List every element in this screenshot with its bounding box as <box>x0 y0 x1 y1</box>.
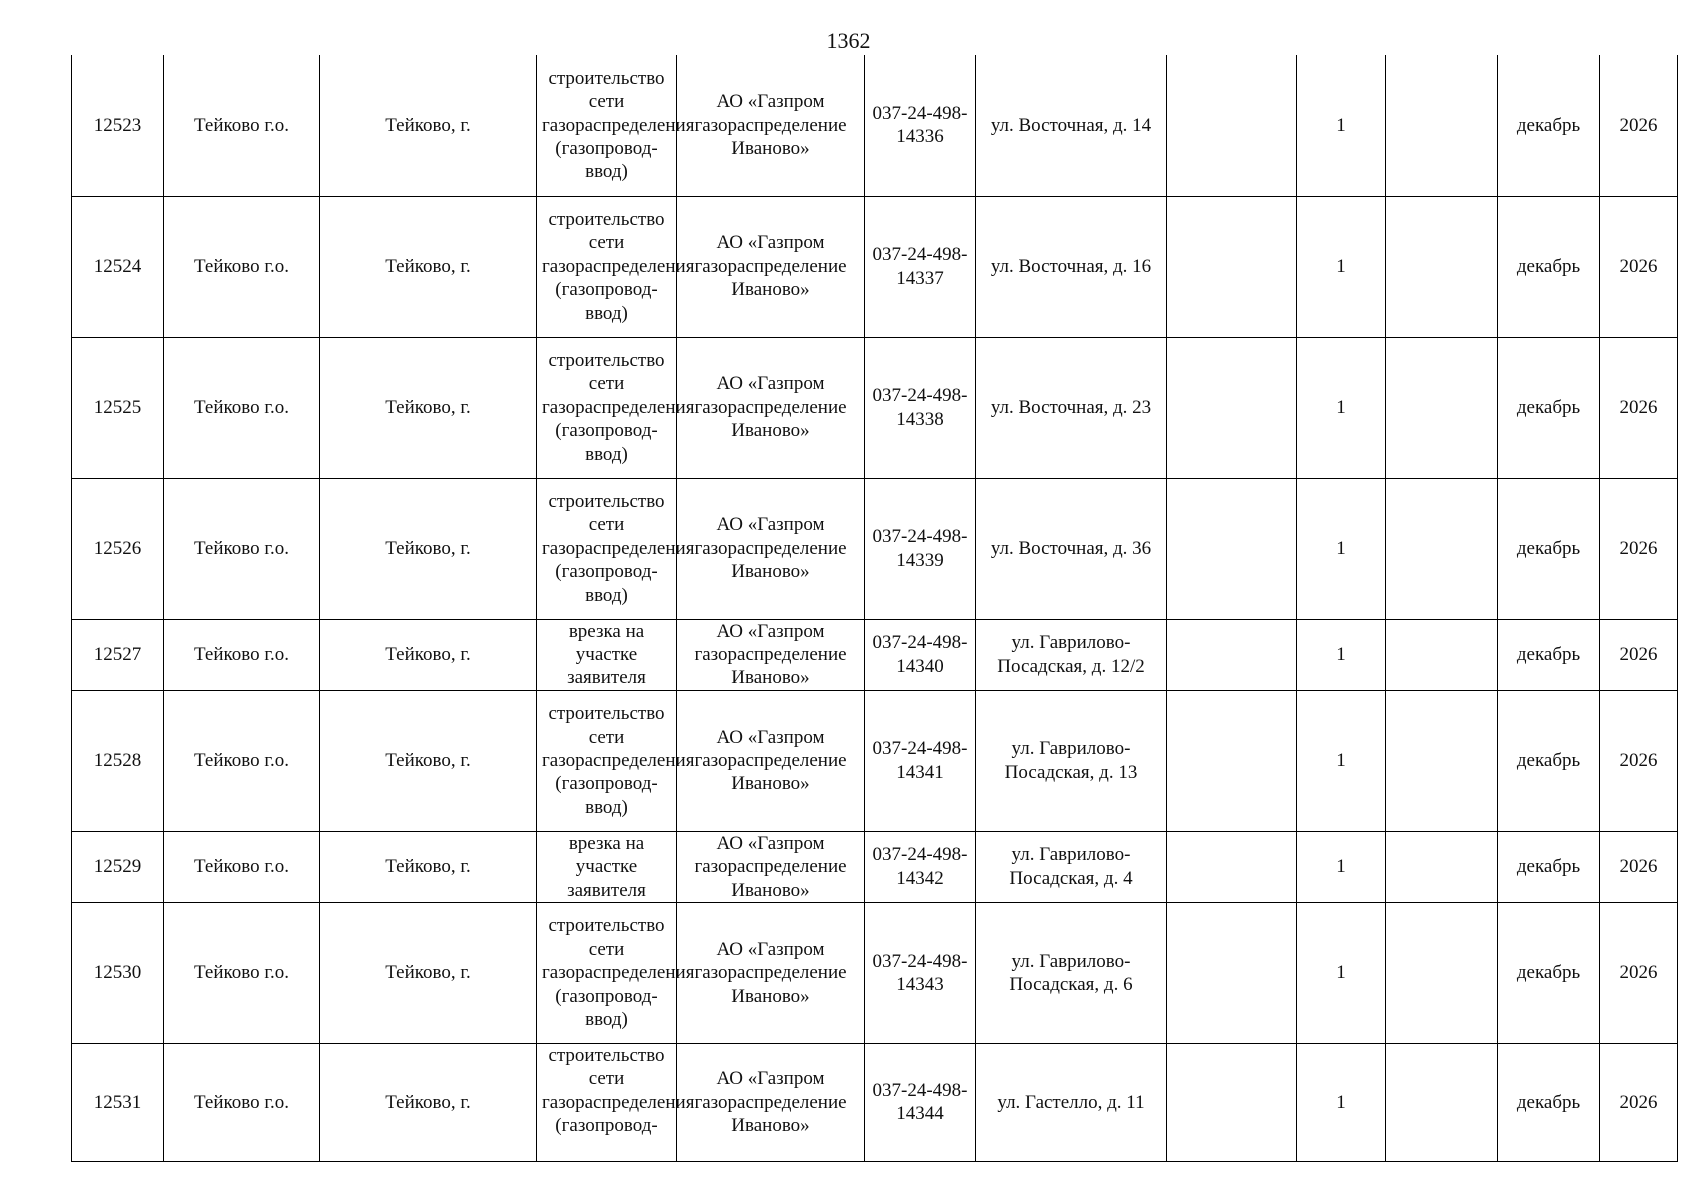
district-cell: Тейково г.о. <box>164 478 320 619</box>
work-type-cell: врезка на участке заявителя <box>537 619 677 690</box>
month-cell: декабрь <box>1498 337 1600 478</box>
locality-cell: Тейково, г. <box>320 619 537 690</box>
organization-cell: АО «Газпром газораспределение Иваново» <box>677 831 865 902</box>
code-cell: 037-24-498-14343 <box>865 902 976 1043</box>
empty-cell <box>1386 690 1498 831</box>
address-cell: ул. Гастелло, д. 11 <box>976 1043 1167 1161</box>
work-type-cell: строительство сети газораспределения (газопровод-ввод) <box>537 55 677 196</box>
table-row <box>72 478 1678 619</box>
address-cell: ул. Восточная, д. 23 <box>976 337 1167 478</box>
district-cell: Тейково г.о. <box>164 1043 320 1161</box>
table-row <box>72 337 1678 478</box>
year-cell: 2026 <box>1600 690 1678 831</box>
quantity-cell: 1 <box>1297 831 1386 902</box>
empty-cell <box>1167 831 1297 902</box>
month-cell: декабрь <box>1498 619 1600 690</box>
empty-cell <box>1386 831 1498 902</box>
work-type-cell: строительство сети газораспределения (газопровод-ввод) <box>537 337 677 478</box>
address-cell: ул. Гаврилово-Посадская, д. 12/2 <box>976 619 1167 690</box>
year-cell: 2026 <box>1600 478 1678 619</box>
address-cell: ул. Гаврилово-Посадская, д. 4 <box>976 831 1167 902</box>
address-cell: ул. Гаврилово-Посадская, д. 13 <box>976 690 1167 831</box>
empty-cell <box>1386 619 1498 690</box>
year-cell: 2026 <box>1600 831 1678 902</box>
row-number: 12530 <box>72 902 164 1043</box>
registry-table <box>71 55 1678 1162</box>
address-cell: ул. Восточная, д. 36 <box>976 478 1167 619</box>
empty-cell <box>1167 478 1297 619</box>
year-cell: 2026 <box>1600 196 1678 337</box>
locality-cell: Тейково, г. <box>320 1043 537 1161</box>
month-cell: декабрь <box>1498 478 1600 619</box>
organization-cell: АО «Газпром газораспределение Иваново» <box>677 55 865 196</box>
empty-cell <box>1167 196 1297 337</box>
month-cell: декабрь <box>1498 1043 1600 1161</box>
table-row <box>72 690 1678 831</box>
address-cell: ул. Гаврилово-Посадская, д. 6 <box>976 902 1167 1043</box>
organization-cell: АО «Газпром газораспределение Иваново» <box>677 902 865 1043</box>
row-number: 12528 <box>72 690 164 831</box>
organization-cell: АО «Газпром газораспределение Иваново» <box>677 196 865 337</box>
address-cell: ул. Восточная, д. 16 <box>976 196 1167 337</box>
month-cell: декабрь <box>1498 902 1600 1043</box>
locality-cell: Тейково, г. <box>320 55 537 196</box>
month-cell: декабрь <box>1498 196 1600 337</box>
year-cell: 2026 <box>1600 55 1678 196</box>
empty-cell <box>1167 902 1297 1043</box>
row-number: 12523 <box>72 55 164 196</box>
row-number: 12524 <box>72 196 164 337</box>
organization-cell: АО «Газпром газораспределение Иваново» <box>677 619 865 690</box>
code-cell: 037-24-498-14344 <box>865 1043 976 1161</box>
work-type-cell: строительство сети газораспределения (газопровод-ввод) <box>537 690 677 831</box>
table-row <box>72 196 1678 337</box>
district-cell: Тейково г.о. <box>164 902 320 1043</box>
district-cell: Тейково г.о. <box>164 196 320 337</box>
empty-cell <box>1167 619 1297 690</box>
year-cell: 2026 <box>1600 619 1678 690</box>
quantity-cell: 1 <box>1297 690 1386 831</box>
empty-cell <box>1167 690 1297 831</box>
code-cell: 037-24-498-14339 <box>865 478 976 619</box>
code-cell: 037-24-498-14341 <box>865 690 976 831</box>
empty-cell <box>1167 1043 1297 1161</box>
table-row <box>72 55 1678 196</box>
page-number: 1362 <box>826 28 871 53</box>
quantity-cell: 1 <box>1297 196 1386 337</box>
empty-cell <box>1386 1043 1498 1161</box>
code-cell: 037-24-498-14342 <box>865 831 976 902</box>
quantity-cell: 1 <box>1297 478 1386 619</box>
work-type-cell: строительство сети газораспределения (газопровод-ввод) <box>537 478 677 619</box>
code-cell: 037-24-498-14337 <box>865 196 976 337</box>
address-cell: ул. Восточная, д. 14 <box>976 55 1167 196</box>
locality-cell: Тейково, г. <box>320 337 537 478</box>
table-row <box>72 831 1678 902</box>
empty-cell <box>1386 478 1498 619</box>
organization-cell: АО «Газпром газораспределение Иваново» <box>677 337 865 478</box>
table-row <box>72 619 1678 690</box>
work-type-cell: строительство сети газораспределения (газопровод-ввод) <box>537 902 677 1043</box>
empty-cell <box>1386 55 1498 196</box>
row-number: 12531 <box>72 1043 164 1161</box>
locality-cell: Тейково, г. <box>320 902 537 1043</box>
district-cell: Тейково г.о. <box>164 690 320 831</box>
empty-cell <box>1386 337 1498 478</box>
year-cell: 2026 <box>1600 337 1678 478</box>
organization-cell: АО «Газпром газораспределение Иваново» <box>677 690 865 831</box>
year-cell: 2026 <box>1600 1043 1678 1161</box>
district-cell: Тейково г.о. <box>164 55 320 196</box>
quantity-cell: 1 <box>1297 337 1386 478</box>
quantity-cell: 1 <box>1297 619 1386 690</box>
quantity-cell: 1 <box>1297 902 1386 1043</box>
empty-cell <box>1167 55 1297 196</box>
work-type-cell: строительство сети газораспределения (газопровод- <box>537 1043 677 1161</box>
row-number: 12527 <box>72 619 164 690</box>
month-cell: декабрь <box>1498 690 1600 831</box>
row-number: 12526 <box>72 478 164 619</box>
code-cell: 037-24-498-14336 <box>865 55 976 196</box>
locality-cell: Тейково, г. <box>320 690 537 831</box>
code-cell: 037-24-498-14340 <box>865 619 976 690</box>
work-type-cell: врезка на участке заявителя <box>537 831 677 902</box>
district-cell: Тейково г.о. <box>164 619 320 690</box>
locality-cell: Тейково, г. <box>320 831 537 902</box>
empty-cell <box>1386 902 1498 1043</box>
empty-cell <box>1167 337 1297 478</box>
month-cell: декабрь <box>1498 831 1600 902</box>
quantity-cell: 1 <box>1297 55 1386 196</box>
district-cell: Тейково г.о. <box>164 337 320 478</box>
organization-cell: АО «Газпром газораспределение Иваново» <box>677 1043 865 1161</box>
year-cell: 2026 <box>1600 902 1678 1043</box>
table-row <box>72 902 1678 1043</box>
code-cell: 037-24-498-14338 <box>865 337 976 478</box>
table-row <box>72 1043 1678 1161</box>
row-number: 12525 <box>72 337 164 478</box>
locality-cell: Тейково, г. <box>320 196 537 337</box>
locality-cell: Тейково, г. <box>320 478 537 619</box>
quantity-cell: 1 <box>1297 1043 1386 1161</box>
row-number: 12529 <box>72 831 164 902</box>
work-type-cell: строительство сети газораспределения (газопровод-ввод) <box>537 196 677 337</box>
district-cell: Тейково г.о. <box>164 831 320 902</box>
organization-cell: АО «Газпром газораспределение Иваново» <box>677 478 865 619</box>
empty-cell <box>1386 196 1498 337</box>
month-cell: декабрь <box>1498 55 1600 196</box>
